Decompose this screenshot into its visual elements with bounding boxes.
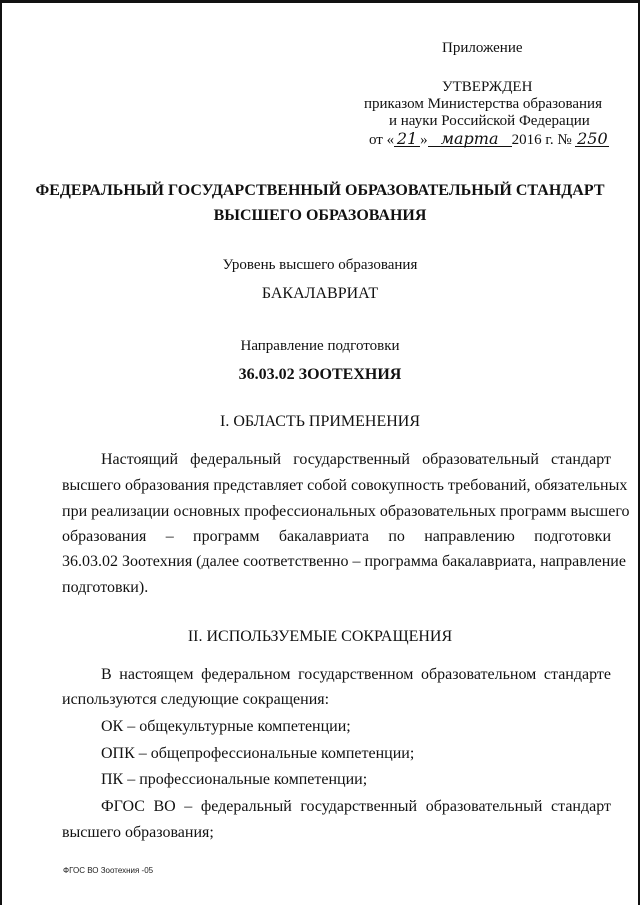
order-line-1: приказом Министерства образования [364,96,602,112]
direction-value: 36.03.02 ЗООТЕХНИЯ [238,366,402,383]
section1-line: образования – программ бакалавриата по направлению подготовки [62,528,611,545]
order-date-line: от « 21 » марта 2016 г. № 250 [369,129,608,148]
section1-line: Настоящий федеральный государственный образовательный стандарт [101,451,611,468]
date-day-handwritten: 21 [394,131,420,147]
section1-line: подготовки). [62,579,149,596]
level-label: Уровень высшего образования [222,257,418,273]
section2-heading: II. ИСПОЛЬЗУЕМЫЕ СОКРАЩЕНИЯ [187,628,453,645]
standard-title-line2: ВЫСШЕГО ОБРАЗОВАНИЯ [213,207,427,224]
abbreviation-item: ПК – профессиональные компетенции; [101,771,368,788]
section1-heading: I. ОБЛАСТЬ ПРИМЕНЕНИЯ [219,413,421,430]
abbreviation-item: ОПК – общепрофессиональные компетенции; [101,745,415,762]
section1-line: при реализации основных профессиональных образовательных программ высшего [62,503,630,520]
section2-intro-line1: В настоящем федеральном государственном образовательном стандарте [101,666,611,683]
order-line-2: и науки Российской Федерации [389,113,590,129]
section1-line: 36.03.02 Зоотехния (далее соответственно – программа бакалавриата, направление [62,553,626,570]
abbreviation-fgos-line1: ФГОС ВО – федеральный государственный образовательный стандарт [101,798,611,815]
abbreviation-item: ОК – общекультурные компетенции; [101,718,351,735]
date-month-handwritten: марта [428,131,512,147]
section2-intro-line2: используются следующие сокращения: [62,691,330,708]
order-number-handwritten: 250 [577,129,608,148]
section1-line: высшего образования представляет собой совокупность требований, обязательных [62,477,628,494]
scan-border-top [0,0,640,3]
approved-label: УТВЕРЖДЕН [442,79,533,95]
level-value: БАКАЛАВРИАТ [261,285,379,302]
standard-title-line1: ФЕДЕРАЛЬНЫЙ ГОСУДАРСТВЕННЫЙ ОБРАЗОВАТЕЛЬНЫЙ СТАНДАРТ [35,182,605,199]
scan-border-left [0,0,2,905]
direction-label: Направление подготовки [240,338,400,354]
appendix-label: Приложение [442,40,523,56]
page-footer: ФГОС ВО Зоотехния -05 [63,866,154,875]
abbreviation-fgos-line2: высшего образования; [62,824,214,841]
